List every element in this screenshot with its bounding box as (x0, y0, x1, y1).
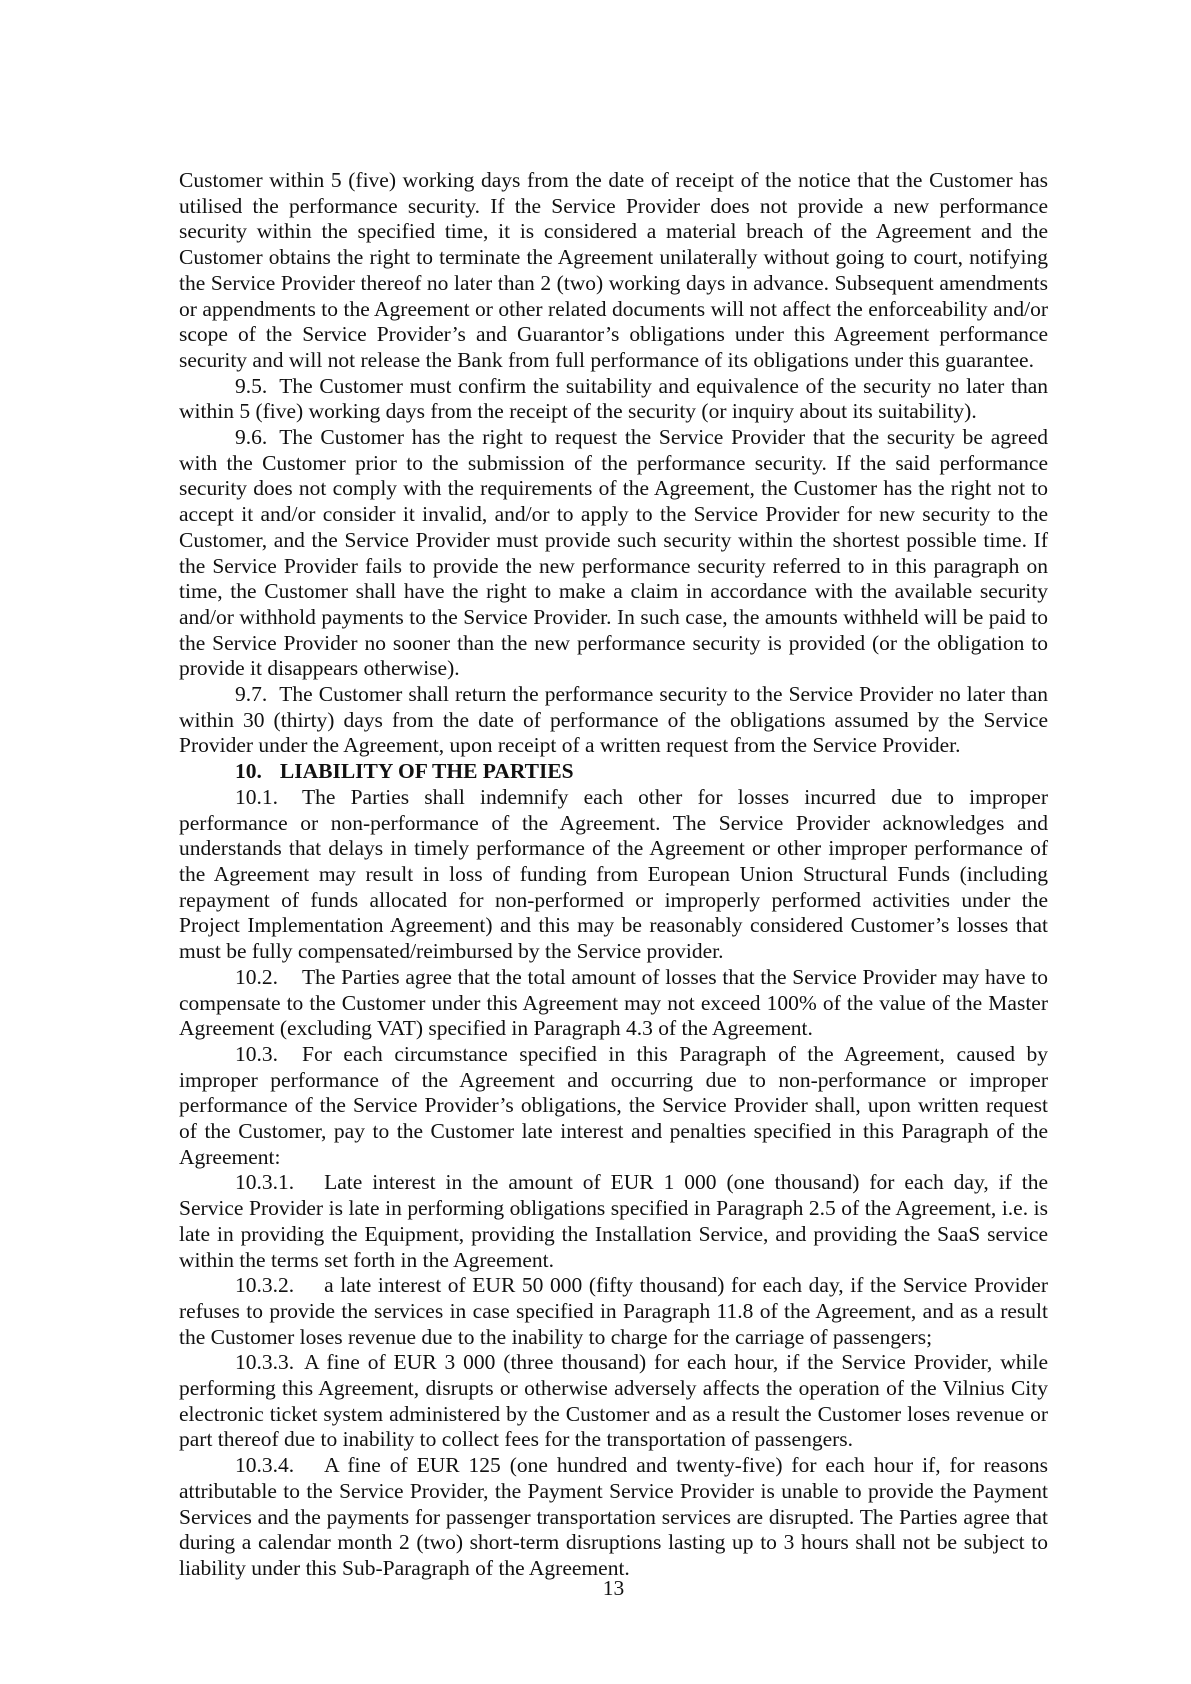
paragraph-text: A fine of EUR 125 (one hundred and twenty-five) for each hour if, for reasons attributable to the Service Provider, the Payment Service Provider is unable to provide the Payment Services and the payments for passenger transportation services are disrupted. The Parties agree that during a calendar month 2 (two) short-term disruptions lasting up to 3 hours shall not be subject to liability under this Sub-Paragraph of the Agreement. (179, 1453, 1048, 1580)
paragraph-9-6 (179, 425, 1048, 682)
paragraph-9-5 (179, 374, 1048, 425)
paragraph-10-3-1 (179, 1170, 1048, 1273)
paragraph-number: 10.3.1. (235, 1170, 295, 1195)
paragraph-number: 10.3.3. (235, 1350, 295, 1375)
paragraph-9-4-continuation: Customer within 5 (five) working days from the date of receipt of the notice that the Customer has utilised the performance security. If the Service Provider does not provide a new performance security within the specified time, it is considered a material breach of the Agreement and the Customer obtains the right to terminate the Agreement unilaterally without going to court, notifying the Service Provider thereof no later than 2 (two) working days in advance. Subsequent amendments or appendments to the Agreement or other related documents will not affect the enforceability and/or scope of the Service Provider’s and Guarantor’s obligations under this Agreement performance security and will not release the Bank from full performance of its obligations under this guarantee. (179, 168, 1048, 372)
section-heading-title: LIABILITY OF THE PARTIES (279, 759, 574, 784)
paragraph-10-2 (179, 965, 1048, 1042)
paragraph-text: a late interest of EUR 50 000 (fifty thousand) for each day, if the Service Provider refuses to provide the services in case specified in Paragraph 11.8 of the Agreement, and as a result the Customer loses revenue due to the inability to charge for the carriage of passengers; (179, 1273, 1048, 1349)
paragraph-text: The Customer must confirm the suitability and equivalence of the security no later than within 5 (five) working days from the receipt of the security (or inquiry about its suitability). (179, 373, 1048, 424)
paragraph-text: The Customer has the right to request the Service Provider that the security be agreed with the Customer prior to the submission of the performance security. If the said performance security does not comply with the requirements of the Agreement, the Customer has the right not to accept it and/or consider it invalid, and/or to apply to the Service Provider for new security to the Customer, and the Service Provider must provide such security within the shortest possible time. If the Service Provider fails to provide the new performance security referred to in this paragraph on time, the Customer shall have the right to make a claim in accordance with the available security and/or withhold payments to the Service Provider. In such case, the amounts withheld will be paid to the Service Provider no sooner than the new performance security is provided (or the obligation to provide it disappears otherwise). (179, 425, 1048, 681)
paragraph-text: The Customer shall return the performance security to the Service Provider no later than within 30 (thirty) days from the date of performance of the obligations assumed by the Service Provider under the Agreement, upon receipt of a written request from the Service Provider. (179, 682, 1048, 758)
paragraph-10-3 (179, 1042, 1048, 1171)
paragraph-text: A fine of EUR 3 000 (three thousand) for each hour, if the Service Provider, while performing this Agreement, disrupts or otherwise adversely affects the operation of the Vilnius City electronic ticket system administered by the Customer and as a result the Customer loses revenue or part thereof due to inability to collect fees for the transportation of passengers. (179, 1350, 1048, 1452)
paragraph-number: 9.6. (235, 425, 268, 450)
paragraph-9-7 (179, 682, 1048, 759)
paragraph-10-3-4 (179, 1453, 1048, 1582)
paragraph-number: 10.2. (235, 964, 278, 989)
paragraph-number: 9.5. (235, 373, 268, 398)
paragraph-text: For each circumstance specified in this Paragraph of the Agreement, caused by improper performance of the Agreement and occurring due to non-performance or improper performance of the Service Provider’s obligations, the Service Provider shall, upon written request of the Customer, pay to the Customer late interest and penalties specified in this Paragraph of the Agreement: (179, 1041, 1048, 1169)
paragraph-text: Late interest in the amount of EUR 1 000 (one thousand) for each day, if the Service Provider is late in performing obligations specified in Paragraph 2.5 of the Agreement, i.e. is late in providing the Equipment, providing the Installation Service, and providing the SaaS service within the terms set forth in the Agreement. (179, 1170, 1048, 1272)
section-heading-liability (179, 759, 1048, 785)
paragraph-10-3-2 (179, 1273, 1048, 1350)
paragraph-10-3-3 (179, 1350, 1048, 1453)
paragraph-number: 10.3. (235, 1041, 278, 1066)
paragraph-number: 10.1. (235, 784, 278, 809)
paragraph-number: 9.7. (235, 682, 268, 707)
paragraph-10-1 (179, 785, 1048, 965)
paragraph-text: The Parties shall indemnify each other for losses incurred due to improper performance or non-performance of the Agreement. The Service Provider acknowledges and understands that delays in timely performance of the Agreement or other improper performance of the Agreement may result in loss of funding from European Union Structural Funds (including repayment of funds allocated for non-performed or improperly performed activities under the Project Implementation Agreement) and this may be reasonably considered Customer’s losses that must be fully compensated/reimbursed by the Service provider. (179, 784, 1048, 964)
paragraph-text: The Parties agree that the total amount of losses that the Service Provider may have to compensate to the Customer under this Agreement may not exceed 100% of the value of the Master Agreement (excluding VAT) specified in Paragraph 4.3 of the Agreement. (179, 964, 1048, 1041)
page-number: 13 (602, 1576, 625, 1600)
section-heading-number: 10. (235, 759, 262, 784)
paragraph-number: 10.3.4. (235, 1453, 295, 1478)
paragraph-number: 10.3.2. (235, 1273, 295, 1298)
document-body (179, 168, 1048, 1582)
